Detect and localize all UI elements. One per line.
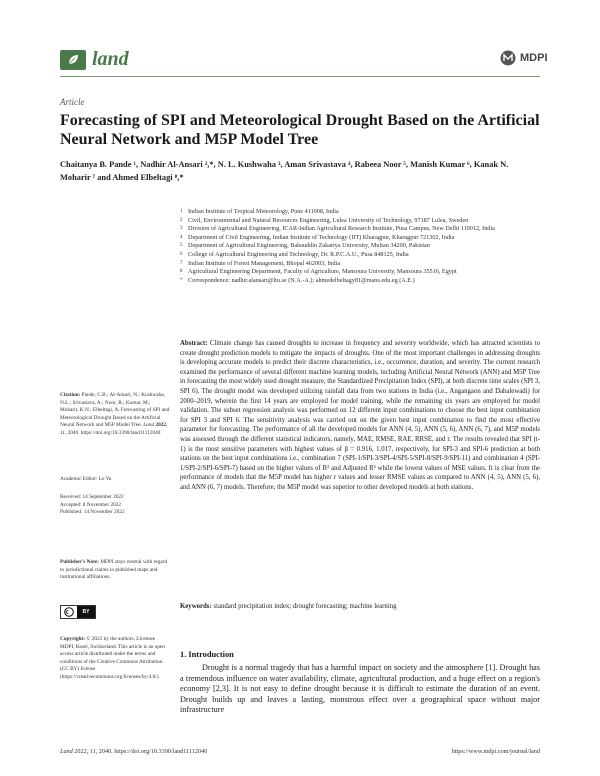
affiliation-text: Agricultural Engineering Department, Faculty of Agriculture, Mansoura University, Mansoura 35516, Egypt [188,268,457,276]
leaf-icon [67,54,79,66]
creative-commons-icon [64,607,74,617]
affiliation-item [180,242,540,251]
affiliation-number: 3 [180,226,183,232]
keywords-label: Keywords: [180,603,212,610]
affiliation-text: Indian Institute of Tropical Meteorology, Pune 411008, India [188,208,339,215]
keywords-text: standard precipitation index; drought forecasting; machine learning [213,603,397,610]
affiliation-number: 7 [180,260,183,266]
article-type: Article [60,97,85,107]
paper-title: Forecasting of SPI and Meteorological Drought Based on the Artificial Neural Network and M5P Model Tree [60,112,540,148]
citation-journal: Land [143,422,155,429]
affiliation-number: 2 [180,217,183,223]
affiliation-text: Indian Institute of Forest Management, Bhopal 462003, India [188,259,341,267]
citation-label: Citation: [60,392,81,398]
journal-logo [60,50,86,70]
correspondence [180,277,540,286]
affiliation-number: * [180,277,183,283]
journal-name: land [92,48,129,70]
affiliation-text: Civil, Environmental and Natural Resources Engineering, Lulea University of Technology, 97187 Lulea, Sweden [188,216,469,224]
affiliation-item [180,268,540,277]
citation-text: Pande, C.B.; Al-Ansari, N.; Kushwaha, N.L.; Srivastava, A.; Noor, R.; Kumar, M.; Moharir, K.N.; Elbeltagi, A. Forecasting of SPI and Meteorological Drought Based on the Artificial Neural Network and M5P Model Tree. [60,392,170,429]
copyright-label: Copyright: [60,636,86,642]
mdpi-logo-icon [500,50,516,66]
affiliation-item [180,208,540,217]
section-heading: 1. Introduction [180,650,234,659]
affiliation-number: 4 [180,234,183,240]
affiliation-number: 5 [180,243,183,249]
publisher-note-label: Publisher's Note: [60,559,99,565]
footer-url[interactable]: https://www.mdpi.com/journal/land [451,748,540,755]
citation-volume: 11 [60,429,65,436]
footer-ref[interactable]: 2022, 11, 2040. https://doi.org/10.3390/land11112040 [74,748,208,755]
editor-name: Le Yu [98,476,112,482]
affiliation-item [180,251,540,260]
affiliation-number: 1 [180,209,183,214]
published-date: Published: 14 November 2022 [60,509,125,516]
header-divider [60,76,540,77]
dates-block [60,494,170,517]
affiliation-item [180,234,540,243]
received-date: Received: 14 September 2022 [60,494,124,500]
copyright-text: © 2022 by the authors. Licensee MDPI, Basel, Switzerland. This article is an open access article distributed under the terms and conditions of the Creative Commons Attribution (CC BY) license (https://creativecommons.org/licenses/by/4.0/). [60,636,165,680]
citation-year: 2022 [155,422,167,429]
author-list: Chaitanya B. Pande ¹, Nadhir Al-Ansari ²,*, N. L. Kushwaha ³, Aman Srivastava ⁴, Rabeea Noor ⁵, Manish Kumar ⁶, Kanak N. Moharir ⁷ and Ahmed Elbeltagi ⁸,* [60,160,509,182]
affiliation-text: Division of Agricultural Engineering, ICAR-Indian Agricultural Research Institute, Pusa Campus, New Delhi 110012, India [188,225,495,233]
affiliation-number: 8 [180,269,183,275]
publisher-logo [500,50,548,66]
publisher-note [60,559,170,582]
cc-license-badge[interactable] [60,605,96,619]
footer-citation [60,748,207,755]
affiliation-text: College of Agricultural Engineering and Technology, Dr. R.P.C.A.U., Pusa 848125, India [188,250,409,258]
cc-icon [61,606,77,618]
publisher-name: MDPI [520,52,548,64]
copyright-block [60,636,170,682]
affiliation-text: Department of Agricultural Engineering, Bahauddin Zakariya University, Multan 34200, Pakistan [188,242,430,250]
intro-paragraph: Drought is a normal tragedy that has a harmful impact on society and the atmosphere [1]. Drought has a tremendous influence on water availability, climate, agricultural production, and a huge effect on a region's economy [2,3]. It is not easy to define drought because it is difficult to estimate the duration of an event. Drought builds up and leaves a lasting, monstrous effect over a geographical space without major infrastructure [180,663,540,715]
citation-block: Citation: Pande, C.B.; Al-Ansari, N.; Kushwaha, N.L.; Srivastava, A.; Noor, R.; Kumar, M.; Moharir, K.N.; Elbeltagi, A. Forecasting of SPI and Meteorological Drought Based on the Artificial Neural Network and M5P Model Tree. Land 2022, 11, 2040. https://doi.org/10.3390/land11112040 [60,392,170,436]
correspondence-text: Correspondence: nadhir.alansari@ltu.se (N.A.-A.); ahmedelbeltagy81@mans.edu.eg (A.E.) [188,276,415,284]
affiliation-item [180,260,540,269]
cc-by-label: BY [77,606,95,618]
affiliation-text: Department of Civil Engineering, Indian Institute of Technology (IIT) Kharagpur, Kharagpur 721302, India [188,233,455,241]
abstract [180,339,540,493]
academic-editor [60,476,170,484]
keywords [180,602,540,611]
editor-label: Academic Editor: [60,476,98,482]
abstract-text: Climate change has caused droughts to increase in frequency and severity worldwide, which has attracted scientists to create drought prediction models to mitigate the impacts of droughts. One of the most important challenges in addressing droughts is developing accurate models to predict their discrete characteristics, i.e., occurrence, duration, and severity. The current research examined the performance of several different machine learning models, including Artificial Neural Network (ANN) and M5P Tree in forecasting the most widely used drought measure, the Standardized Precipitation Index (SPI), at both discrete time scales (SPI 3, SPI 6). The drought model was developed utilizing rainfall data from two stations in India (i.e., Angangaon and Dahalewadi) for 2000–2019, wherein the first 14 years are employed for model training, while the remaining six years are employed for model validation. The subset regression analysis was performed on 12 different input combinations to choose the best input combination for SPI 3 and SPI 6. The sensitivity analysis was carried out on the given best input combination to find the most effective parameter for forecasting. The performance of all the developed models for ANN (4, 5), ANN (5, 6), ANN (6, 7), and M5P models was assessed through the different statistical indicators, namely, MAE, RMSE, RAE, RRSE, and r. The results revealed that SPI (t-1) is the most sensitive parameters with highest values of β = 0.916, 1.017, respectively, for SPI-3 and SPI-6 prediction at both stations on the best input combinations i.e., combination 7 (SPI-1/SPI-3/SPI-4/SPI-5/SPI-8/SPI-9/SPI-11) and combination 4 (SPI-1/SPI-2/SPI-6/SPI-7) based on the higher values of R² and Adjusted R² while the lowest values of MSE values. It is clear from the performance of models that the M5P model has higher r values and lesser RMSE values as compared to ANN (4, 5), ANN (5, 6), and ANN (6, 7) models. Therefore, the M5P model was superior to other developed models at both stations. [180,340,541,491]
accepted-date: Accepted: 8 November 2022 [60,501,122,508]
affiliation-number: 6 [180,251,183,257]
affiliation-item [180,225,540,234]
citation-doi-link[interactable]: 2040. https://doi.org/10.3390/land11112040 [67,429,161,436]
abstract-label: Abstract: [180,340,208,347]
affiliation-item [180,217,540,226]
footer-journal: Land [60,748,73,755]
publisher-note-text: MDPI stays neutral with regard to jurisdictional claims in published maps and institutional affiliations. [60,559,168,581]
affiliation-list [180,208,540,285]
